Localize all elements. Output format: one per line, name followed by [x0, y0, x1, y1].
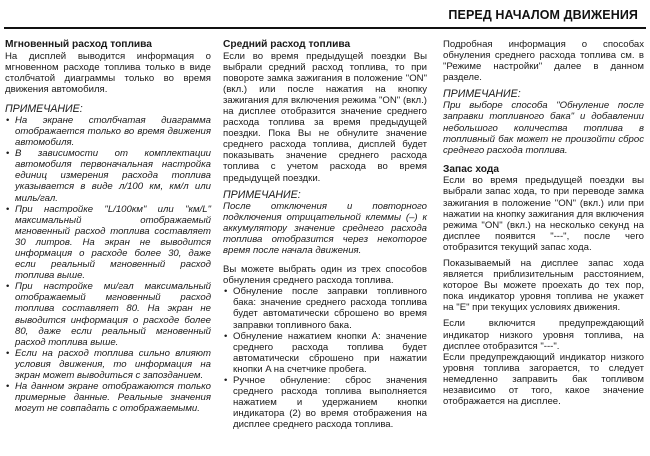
reset-option: • Ручное обнуление: сброс значения среднего расхода топлива выполняется нажатием и удержанием кнопки индикатора (2) во время отображения на дисплее среднего расхода топлива.: [223, 375, 427, 430]
heading-range: Запас хода: [443, 163, 499, 175]
note-item: • При настройке "L/100км" или "км/L" максимальный отображаемый мгновенный расход топлива составляет 30 литров. На экран не выводится информация о расходе более 30, даже если реальный мгновенный расход топлива выше.: [5, 204, 211, 282]
range-approx: Показываемый на дисплее запас хода является приблизительным расстоянием, которое Вы можете проехать до тех пор, пока индикатор уровня топлива не укажет на "E" при текущих условиях движения.: [443, 258, 644, 314]
note-list: [5, 115, 211, 415]
low-fuel-warning: Если предупреждающий индикатор низкого уровня топлива загорается, то следует немедленно заправить бак топливом независимо от того, какое значение отображается на дисплее.: [443, 351, 644, 408]
column-average-fuel: [223, 39, 427, 431]
page-header: [0, 0, 650, 30]
note-title: ПРИМЕЧАНИЕ:: [443, 88, 521, 101]
header-divider: [4, 27, 646, 29]
section-title: ПЕРЕД НАЧАЛОМ ДВИЖЕНИЯ: [448, 8, 638, 22]
reset-choice-intro: Вы можете выбрать один из трех способов обнуления среднего расхода топлива.: [223, 264, 427, 287]
average-fuel-intro: Если во время предыдущей поездки Вы выбрали средний расход топлива, то при повороте замка зажигания в положение "ON" (вкл.) или после нажатия на кнопку зажигания для включения режима "ON" (вкл.) на дисплее отобразится значение среднего расхода топлива за время предыдущей поездки. Пока Вы не обнулите значение среднего расхода топлива, дисплей будет показывать значение среднего расхода топлива с учетом расхода во время предыдущей поездки.: [223, 50, 427, 184]
note-title: ПРИМЕЧАНИЕ:: [5, 102, 83, 115]
heading-instant-fuel: Мгновенный расход топлива: [5, 39, 152, 50]
instant-fuel-intro: На дисплей выводится информация о мгновенном расходе топлива только в виде столбчатой диаграммы только во время движения автомобиля.: [5, 50, 211, 95]
note-title: ПРИМЕЧАНИЕ:: [223, 188, 301, 201]
column-range: [443, 39, 644, 407]
note-text: После отключения и повторного подключения отрицательной клеммы (–) к аккумулятору значение среднего расхода топлива отобразится через некоторое время после начала движения.: [223, 200, 427, 256]
reset-details-ref: Подробная информация о способах обнуления среднего расхода топлива см. в "Режиме настройки" далее в данном разделе.: [443, 39, 644, 84]
note-item: • В зависимости от комплектации автомобиля первоначальная настройка единиц измерения расхода топлива указывается в виде л/100 км, км/л или миль/гал.: [5, 148, 211, 203]
reset-option: • Обнуление после заправки топливного бака: значение среднего расхода топлива будет автоматически сброшено во время заправки топливного бака.: [223, 286, 427, 330]
low-fuel-display: Если включится предупреждающий индикатор низкого уровня топлива, на дисплее отобразится "---".: [443, 318, 644, 352]
heading-average-fuel: Средний расход топлива: [223, 39, 351, 50]
reset-options-list: [223, 286, 427, 430]
range-intro: Если во время предыдущей поездки вы выбрали запас хода, то при переводе замка зажигания в положение "ON" (вкл.) или при нажатии на кнопку зажигания для включения режима "ON" (вкл.) на несколько секунд на дисплее появится "---", после чего отобразится текущий запас хода.: [443, 175, 644, 253]
note-item: • При настройке ми/гал максимальный отображаемый мгновенный расход топлива составляет 80. На экран не выводится информация о расходе более 80, даже если реальный мгновенный расход топлива выше.: [5, 281, 211, 348]
note-text: При выборе способа "Обнуление после заправки топливного бака" и добавлении небольшого количества топлива в топливный бак может не произойти сброс среднего расхода топлива.: [443, 100, 644, 156]
column-instant-fuel: [5, 39, 211, 414]
note-item: • Если на расход топлива сильно влияют условия движения, то информация на экран может выводиться с запозданием.: [5, 348, 211, 381]
reset-option: • Обнуление нажатием кнопки A: значение среднего расхода топлива будет автоматически сброшено при нажатии кнопки A на счетчике пробега.: [223, 331, 427, 375]
note-item: • На экране столбчатая диаграмма отображается только во время движения автомобиля.: [5, 115, 211, 148]
note-item: • На данном экране отображаются только примерные данные. Реальные значения могут не совпадать с отображаемыми.: [5, 381, 211, 414]
